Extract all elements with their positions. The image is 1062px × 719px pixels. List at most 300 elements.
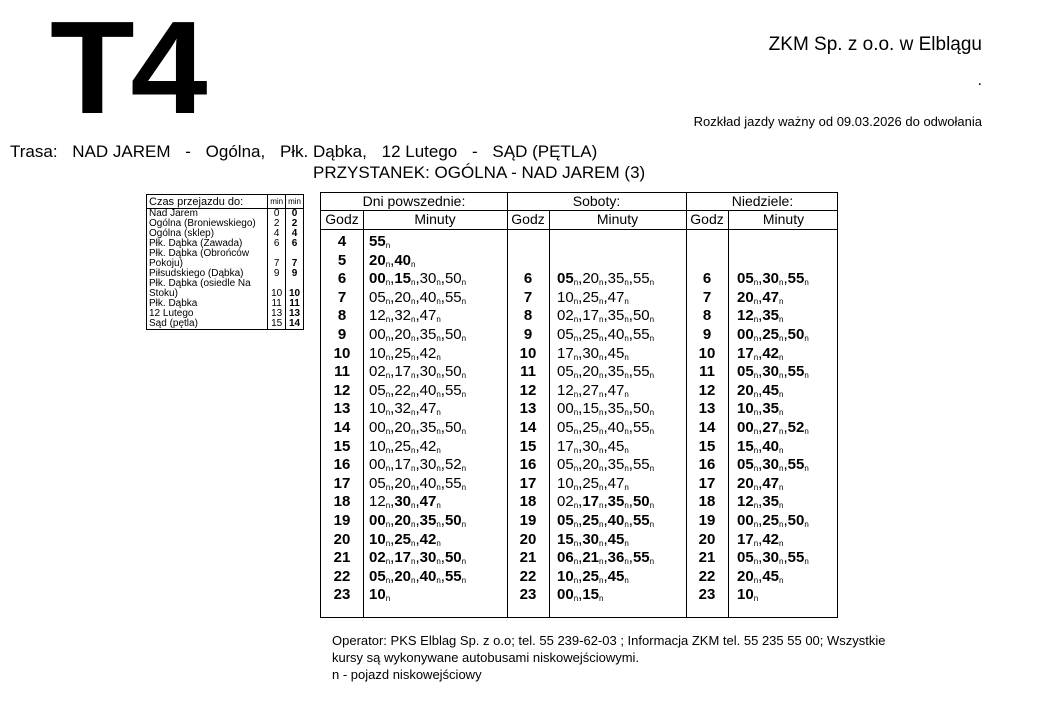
sundays-hour: 21 bbox=[698, 549, 716, 566]
minute-value: 15 bbox=[557, 531, 574, 548]
lowfloor-marker: n bbox=[599, 576, 604, 585]
departure-minute bbox=[420, 382, 441, 399]
sundays-hour: 6 bbox=[702, 270, 712, 287]
minute-value: 42 bbox=[419, 438, 437, 455]
departure-minute bbox=[762, 345, 783, 362]
lowfloor-marker: n bbox=[385, 576, 391, 585]
travel-times-table bbox=[146, 194, 304, 330]
sundays-hour: 16 bbox=[698, 456, 716, 473]
minute-value: 40 bbox=[419, 382, 437, 399]
minute-value: 30 bbox=[582, 531, 599, 548]
weekdays-minutes: $12_n,30_n,47_n$ bbox=[369, 493, 441, 510]
route-part: 12 Lutego bbox=[381, 142, 458, 161]
minute-value: 17 bbox=[582, 493, 599, 510]
minute-value: 45 bbox=[607, 568, 625, 585]
travel-time-holiday: 9 bbox=[286, 269, 304, 279]
weekdays-hour: 20 bbox=[333, 531, 351, 548]
departure-minute bbox=[582, 475, 603, 492]
lowfloor-marker: n bbox=[411, 297, 416, 306]
departure-minute bbox=[608, 512, 629, 529]
departure-minute bbox=[445, 512, 466, 529]
departure-minute bbox=[582, 568, 603, 585]
sundays-minutes: $05_n,30_n,55_n$ bbox=[737, 270, 809, 287]
lowfloor-marker: n bbox=[436, 576, 441, 585]
departure-minute bbox=[369, 456, 390, 473]
sundays-hour: 15 bbox=[698, 438, 716, 455]
route-part: Ogólna, bbox=[205, 142, 266, 161]
minute-value: 55 bbox=[632, 456, 650, 473]
departure-minute bbox=[608, 307, 629, 324]
sundays-hour: 14 bbox=[698, 419, 716, 436]
lowfloor-marker: n bbox=[779, 278, 784, 287]
lowfloor-marker: n bbox=[385, 520, 391, 529]
departure-minute bbox=[633, 363, 654, 380]
minute-value: 35 bbox=[607, 493, 625, 510]
minute-value: 10 bbox=[557, 568, 574, 585]
lowfloor-marker: n bbox=[436, 464, 441, 473]
departure-minute bbox=[557, 531, 578, 548]
minute-value: 25 bbox=[394, 345, 411, 362]
minute-value: 35 bbox=[607, 270, 625, 287]
departure-minute bbox=[557, 493, 578, 510]
lowfloor-marker: n bbox=[753, 315, 759, 324]
weekdays-hour: 5 bbox=[337, 252, 347, 269]
departure-minute bbox=[762, 531, 783, 548]
lowfloor-marker: n bbox=[461, 297, 467, 306]
departure-minute bbox=[394, 363, 415, 380]
sundays-minutes bbox=[737, 586, 758, 604]
minute-value: 15 bbox=[394, 270, 411, 287]
departure-minute bbox=[762, 512, 783, 529]
departure-minute bbox=[369, 289, 390, 306]
lowfloor-marker: n bbox=[779, 334, 784, 343]
saturdays-hour: 17 bbox=[519, 475, 537, 492]
minute-value: 50 bbox=[444, 270, 462, 287]
saturdays-minutes: $15_n,30_n,45_n$ bbox=[557, 531, 629, 548]
minute-value: 15 bbox=[737, 438, 754, 455]
departure-minute bbox=[633, 512, 654, 529]
minute-value: 25 bbox=[582, 568, 599, 585]
departure-minute bbox=[762, 363, 783, 380]
minute-value: 20 bbox=[394, 568, 411, 585]
minute-value: 35 bbox=[607, 307, 625, 324]
minute-value: 05 bbox=[369, 475, 386, 492]
lowfloor-marker: n bbox=[753, 594, 759, 603]
saturdays-hour: 19 bbox=[519, 512, 537, 529]
departure-minute bbox=[420, 419, 441, 436]
saturdays-minutes: $05_n,20_n,35_n,55_n$ bbox=[557, 270, 655, 287]
lowfloor-marker: n bbox=[411, 334, 416, 343]
minute-value: 12 bbox=[369, 307, 386, 324]
lowfloor-marker: n bbox=[436, 353, 441, 362]
minute-value: 00 bbox=[369, 512, 386, 529]
lowfloor-marker: n bbox=[624, 315, 629, 324]
lowfloor-marker: n bbox=[411, 353, 416, 362]
minute-value: 35 bbox=[762, 307, 779, 324]
lowfloor-marker: n bbox=[649, 501, 655, 510]
travel-time-holiday: 7 bbox=[286, 249, 304, 269]
travel-time-holiday: 2 bbox=[286, 219, 304, 229]
minute-value: 35 bbox=[607, 456, 625, 473]
departure-minute bbox=[445, 326, 466, 343]
lowfloor-marker: n bbox=[624, 297, 629, 306]
lowfloor-marker: n bbox=[804, 427, 809, 436]
departure-minute bbox=[582, 512, 603, 529]
travel-time-holiday: 4 bbox=[286, 229, 304, 239]
footer-line: n - pojazd niskowejściowy bbox=[332, 667, 482, 682]
minute-value: 05 bbox=[557, 419, 574, 436]
minute-value: 50 bbox=[444, 419, 462, 436]
travel-time-row bbox=[147, 249, 304, 269]
minutes-header: Minuty bbox=[596, 211, 639, 227]
departure-minute bbox=[557, 400, 578, 417]
lowfloor-marker: n bbox=[461, 278, 467, 287]
lowfloor-marker: n bbox=[624, 353, 629, 362]
lowfloor-marker: n bbox=[779, 353, 784, 362]
departure-minute bbox=[420, 307, 441, 324]
lowfloor-marker: n bbox=[624, 501, 629, 510]
departure-minute bbox=[394, 326, 415, 343]
minute-value: 21 bbox=[582, 549, 599, 566]
minutes-header: Minuty bbox=[762, 211, 805, 227]
lowfloor-marker: n bbox=[779, 390, 784, 399]
lowfloor-marker: n bbox=[753, 427, 759, 436]
departure-minute bbox=[394, 456, 415, 473]
minute-value: 47 bbox=[607, 475, 625, 492]
minute-value: 20 bbox=[737, 475, 754, 492]
travel-time-holiday: 10 bbox=[286, 279, 304, 299]
departure-minute bbox=[737, 289, 758, 306]
weekdays-hour: 6 bbox=[337, 270, 347, 287]
lowfloor-marker: n bbox=[779, 483, 784, 492]
saturdays-minutes: $00_n,15_n,35_n,50_n$ bbox=[557, 400, 655, 417]
departure-minute bbox=[557, 438, 578, 455]
minute-value: 30 bbox=[419, 363, 437, 380]
hour-divider bbox=[728, 210, 729, 617]
weekdays-hour: 15 bbox=[333, 438, 351, 455]
travel-time-weekday: 4 bbox=[268, 229, 286, 239]
sundays-hour: 17 bbox=[698, 475, 716, 492]
saturdays-minutes: $10_n,25_n,45_n$ bbox=[557, 568, 629, 585]
lowfloor-marker: n bbox=[573, 315, 579, 324]
lowfloor-marker: n bbox=[385, 539, 391, 548]
lowfloor-marker: n bbox=[385, 446, 391, 455]
departure-minute bbox=[420, 400, 441, 417]
departure-minute bbox=[633, 419, 654, 436]
minute-value: 12 bbox=[369, 493, 386, 510]
lowfloor-marker: n bbox=[411, 371, 416, 380]
lowfloor-marker: n bbox=[599, 297, 604, 306]
minute-value: 47 bbox=[607, 382, 625, 399]
departure-minute bbox=[762, 456, 783, 473]
lowfloor-marker: n bbox=[411, 557, 416, 566]
weekdays-hour: 8 bbox=[337, 307, 347, 324]
saturdays-hour: 7 bbox=[523, 289, 533, 306]
travel-time-weekday: 10 bbox=[268, 279, 286, 299]
departure-minute bbox=[788, 512, 809, 529]
departure-minute bbox=[737, 326, 758, 343]
lowfloor-marker: n bbox=[599, 353, 604, 362]
minute-value: 25 bbox=[394, 438, 411, 455]
hour-divider bbox=[549, 210, 550, 617]
lowfloor-marker: n bbox=[624, 371, 629, 380]
weekdays-minutes: $10_n,32_n,47_n$ bbox=[369, 400, 441, 417]
lowfloor-marker: n bbox=[573, 353, 579, 362]
departure-minute bbox=[582, 400, 603, 417]
lowfloor-marker: n bbox=[804, 557, 809, 566]
minute-value: 45 bbox=[607, 345, 625, 362]
departure-minute bbox=[369, 382, 390, 399]
saturdays-minutes: $10_n,25_n,47_n$ bbox=[557, 475, 629, 492]
departure-minute bbox=[445, 568, 466, 585]
departure-minute bbox=[445, 289, 466, 306]
minute-value: 02 bbox=[557, 307, 574, 324]
lowfloor-marker: n bbox=[385, 408, 391, 417]
lowfloor-marker: n bbox=[649, 557, 655, 566]
minute-value: 10 bbox=[557, 475, 574, 492]
minute-value: 55 bbox=[632, 419, 650, 436]
sundays-hour: 22 bbox=[698, 568, 716, 585]
saturdays-hour: 23 bbox=[519, 586, 537, 603]
departure-minute bbox=[633, 400, 654, 417]
lowfloor-marker: n bbox=[649, 315, 655, 324]
travel-stop-name: Płk. Dąbka bbox=[149, 298, 198, 309]
departure-minute bbox=[369, 475, 390, 492]
lowfloor-marker: n bbox=[599, 483, 604, 492]
minute-value: 55 bbox=[632, 363, 650, 380]
minute-value: 47 bbox=[419, 493, 437, 510]
sundays-hour: 7 bbox=[702, 289, 712, 306]
departure-minute bbox=[608, 475, 629, 492]
minute-value: 20 bbox=[582, 363, 599, 380]
lowfloor-marker: n bbox=[779, 371, 784, 380]
lowfloor-marker: n bbox=[436, 334, 441, 343]
weekdays-minutes: $10_n,25_n,42_n$ bbox=[369, 438, 441, 455]
sundays-hour: 8 bbox=[702, 307, 712, 324]
minute-value: 35 bbox=[762, 400, 779, 417]
departure-minute bbox=[394, 438, 415, 455]
departure-minute bbox=[608, 531, 629, 548]
route-part: NAD JAREM bbox=[72, 142, 171, 161]
minute-value: 30 bbox=[582, 438, 599, 455]
departure-minute bbox=[420, 512, 441, 529]
lowfloor-marker: n bbox=[436, 371, 441, 380]
departure-minute bbox=[762, 475, 783, 492]
minute-value: 35 bbox=[762, 493, 779, 510]
departure-minute bbox=[394, 531, 415, 548]
sundays-hour: 12 bbox=[698, 382, 716, 399]
weekdays-minutes: $10_n,25_n,42_n$ bbox=[369, 345, 441, 362]
lowfloor-marker: n bbox=[573, 446, 579, 455]
saturdays-hour: 13 bbox=[519, 400, 537, 417]
lowfloor-marker: n bbox=[411, 427, 416, 436]
minute-value: 55 bbox=[444, 475, 462, 492]
minute-value: 50 bbox=[444, 326, 462, 343]
lowfloor-marker: n bbox=[649, 408, 655, 417]
weekdays-hour: 18 bbox=[333, 493, 351, 510]
footer-line: Operator: PKS Elblag Sp. z o.o; tel. 55 239-62-03 ; Informacja ZKM tel. 55 235 55 00; Wszystkie bbox=[332, 633, 886, 648]
saturdays-minutes: $10_n,25_n,47_n$ bbox=[557, 289, 629, 306]
travel-time-holiday: 13 bbox=[286, 309, 304, 319]
departure-minute bbox=[369, 549, 390, 566]
lowfloor-marker: n bbox=[411, 576, 416, 585]
lowfloor-marker: n bbox=[649, 464, 655, 473]
minute-value: 10 bbox=[369, 438, 386, 455]
travel-time-holiday: 11 bbox=[286, 299, 304, 309]
lowfloor-marker: n bbox=[599, 520, 604, 529]
saturdays-minutes: $12_n,27_n,47_n$ bbox=[557, 382, 629, 399]
lowfloor-marker: n bbox=[573, 464, 579, 473]
departure-minute bbox=[445, 419, 466, 436]
departure-minute bbox=[582, 493, 603, 510]
saturdays-minutes: $06_n,21_n,36_n,55_n$ bbox=[557, 549, 655, 566]
departure-minute bbox=[633, 549, 654, 566]
departure-minute bbox=[420, 289, 441, 306]
saturdays-minutes: $05_n,25_n,40_n,55_n$ bbox=[557, 326, 655, 343]
minute-value: 55 bbox=[787, 363, 805, 380]
minute-value: 10 bbox=[369, 531, 386, 548]
minute-value: 00 bbox=[737, 419, 754, 436]
footer-note bbox=[332, 632, 972, 683]
saturdays-minutes: $17_n,30_n,45_n$ bbox=[557, 438, 629, 455]
lowfloor-marker: n bbox=[624, 576, 629, 585]
minute-value: 20 bbox=[394, 419, 411, 436]
lowfloor-marker: n bbox=[573, 334, 579, 343]
lowfloor-marker: n bbox=[436, 297, 441, 306]
minute-value: 30 bbox=[419, 549, 437, 566]
hour-header: Godz bbox=[325, 211, 359, 227]
lowfloor-marker: n bbox=[753, 520, 759, 529]
minute-value: 25 bbox=[762, 326, 779, 343]
lowfloor-marker: n bbox=[385, 315, 391, 324]
lowfloor-marker: n bbox=[599, 464, 604, 473]
departure-minute bbox=[369, 531, 390, 548]
lowfloor-marker: n bbox=[779, 557, 784, 566]
minute-value: 42 bbox=[762, 345, 779, 362]
departure-minute bbox=[737, 475, 758, 492]
minute-value: 42 bbox=[419, 345, 437, 362]
saturdays-hour: 15 bbox=[519, 438, 537, 455]
lowfloor-marker: n bbox=[461, 427, 467, 436]
sundays-minutes: $10_n,35_n$ bbox=[737, 400, 784, 417]
minute-value: 35 bbox=[607, 400, 625, 417]
sundays-minutes: $05_n,30_n,55_n$ bbox=[737, 549, 809, 566]
departure-minute bbox=[737, 549, 758, 566]
minute-value: 55 bbox=[632, 326, 650, 343]
minute-value: 10 bbox=[369, 345, 386, 362]
lowfloor-marker: n bbox=[649, 520, 655, 529]
departure-minute bbox=[788, 363, 809, 380]
saturdays-minutes: $02_n,17_n,35_n,50_n$ bbox=[557, 493, 655, 510]
departure-minute bbox=[737, 456, 758, 473]
minute-value: 05 bbox=[369, 382, 386, 399]
lowfloor-marker: n bbox=[385, 557, 391, 566]
lowfloor-marker: n bbox=[779, 539, 784, 548]
lowfloor-marker: n bbox=[461, 520, 467, 529]
departure-minute bbox=[394, 270, 415, 287]
minute-value: 10 bbox=[737, 586, 754, 603]
departure-minute bbox=[394, 289, 415, 306]
sundays-minutes: $00_n,27_n,52_n$ bbox=[737, 419, 809, 436]
minute-value: 35 bbox=[607, 363, 625, 380]
route-line bbox=[10, 142, 597, 162]
minute-value: 40 bbox=[419, 568, 437, 585]
lowfloor-marker: n bbox=[411, 408, 416, 417]
minute-value: 47 bbox=[607, 289, 625, 306]
minute-value: 55 bbox=[444, 289, 462, 306]
minute-value: 02 bbox=[557, 493, 574, 510]
minute-value: 20 bbox=[582, 456, 599, 473]
lowfloor-marker: n bbox=[436, 520, 441, 529]
lowfloor-marker: n bbox=[753, 539, 759, 548]
departure-minute bbox=[369, 307, 390, 324]
lowfloor-marker: n bbox=[411, 539, 416, 548]
departure-minute bbox=[557, 475, 578, 492]
minute-value: 40 bbox=[607, 419, 625, 436]
minute-value: 20 bbox=[394, 289, 411, 306]
minute-value: 32 bbox=[394, 307, 411, 324]
minute-value: 25 bbox=[582, 289, 599, 306]
lowfloor-marker: n bbox=[411, 483, 416, 492]
lowfloor-marker: n bbox=[436, 408, 441, 417]
saturdays-minutes: $05_n,25_n,40_n,55_n$ bbox=[557, 512, 655, 529]
weekdays-minutes: $00_n,20_n,35_n,50_n$ bbox=[369, 326, 467, 343]
departure-minute bbox=[420, 475, 441, 492]
timetable bbox=[320, 192, 838, 618]
minute-value: 47 bbox=[762, 289, 779, 306]
minute-value: 12 bbox=[737, 493, 754, 510]
weekdays-minutes: $12_n,32_n,47_n$ bbox=[369, 307, 441, 324]
departure-minute bbox=[608, 456, 629, 473]
lowfloor-marker: n bbox=[411, 501, 416, 510]
minute-value: 05 bbox=[557, 363, 574, 380]
weekdays-minutes: $00_n,20_n,35_n,50_n$ bbox=[369, 512, 467, 529]
lowfloor-marker: n bbox=[385, 334, 391, 343]
saturdays-hour: 20 bbox=[519, 531, 537, 548]
departure-minute bbox=[633, 307, 654, 324]
company-name: ZKM Sp. z o.o. w Elblągu bbox=[768, 34, 982, 55]
minute-value: 17 bbox=[557, 438, 574, 455]
minute-value: 27 bbox=[582, 382, 599, 399]
lowfloor-marker: n bbox=[573, 557, 579, 566]
sundays-minutes: $00_n,25_n,50_n$ bbox=[737, 512, 809, 529]
departure-minute bbox=[582, 586, 603, 603]
minute-value: 25 bbox=[582, 326, 599, 343]
lowfloor-marker: n bbox=[753, 371, 759, 380]
route-label: Trasa: bbox=[10, 142, 58, 161]
minute-value: 32 bbox=[394, 400, 411, 417]
lowfloor-marker: n bbox=[385, 278, 391, 287]
minute-value: 15 bbox=[582, 586, 599, 603]
departure-minute bbox=[557, 345, 578, 362]
departure-minute bbox=[557, 326, 578, 343]
lowfloor-marker: n bbox=[753, 408, 759, 417]
minute-value: 15 bbox=[582, 400, 599, 417]
travel-stop-name: Piłsudskiego (Dąbka) bbox=[149, 268, 244, 279]
weekdays-minutes bbox=[369, 233, 390, 251]
lowfloor-marker: n bbox=[385, 390, 391, 399]
minute-value: 05 bbox=[557, 456, 574, 473]
departure-minute bbox=[420, 363, 441, 380]
departure-minute bbox=[420, 438, 441, 455]
departure-minute bbox=[445, 456, 466, 473]
lowfloor-marker: n bbox=[624, 427, 629, 436]
departure-minute bbox=[557, 549, 578, 566]
weekdays-minutes: $02_n,17_n,30_n,50_n$ bbox=[369, 549, 467, 566]
sundays-hour bbox=[686, 233, 728, 251]
minute-value: 55 bbox=[787, 270, 805, 287]
departure-minute bbox=[557, 307, 578, 324]
